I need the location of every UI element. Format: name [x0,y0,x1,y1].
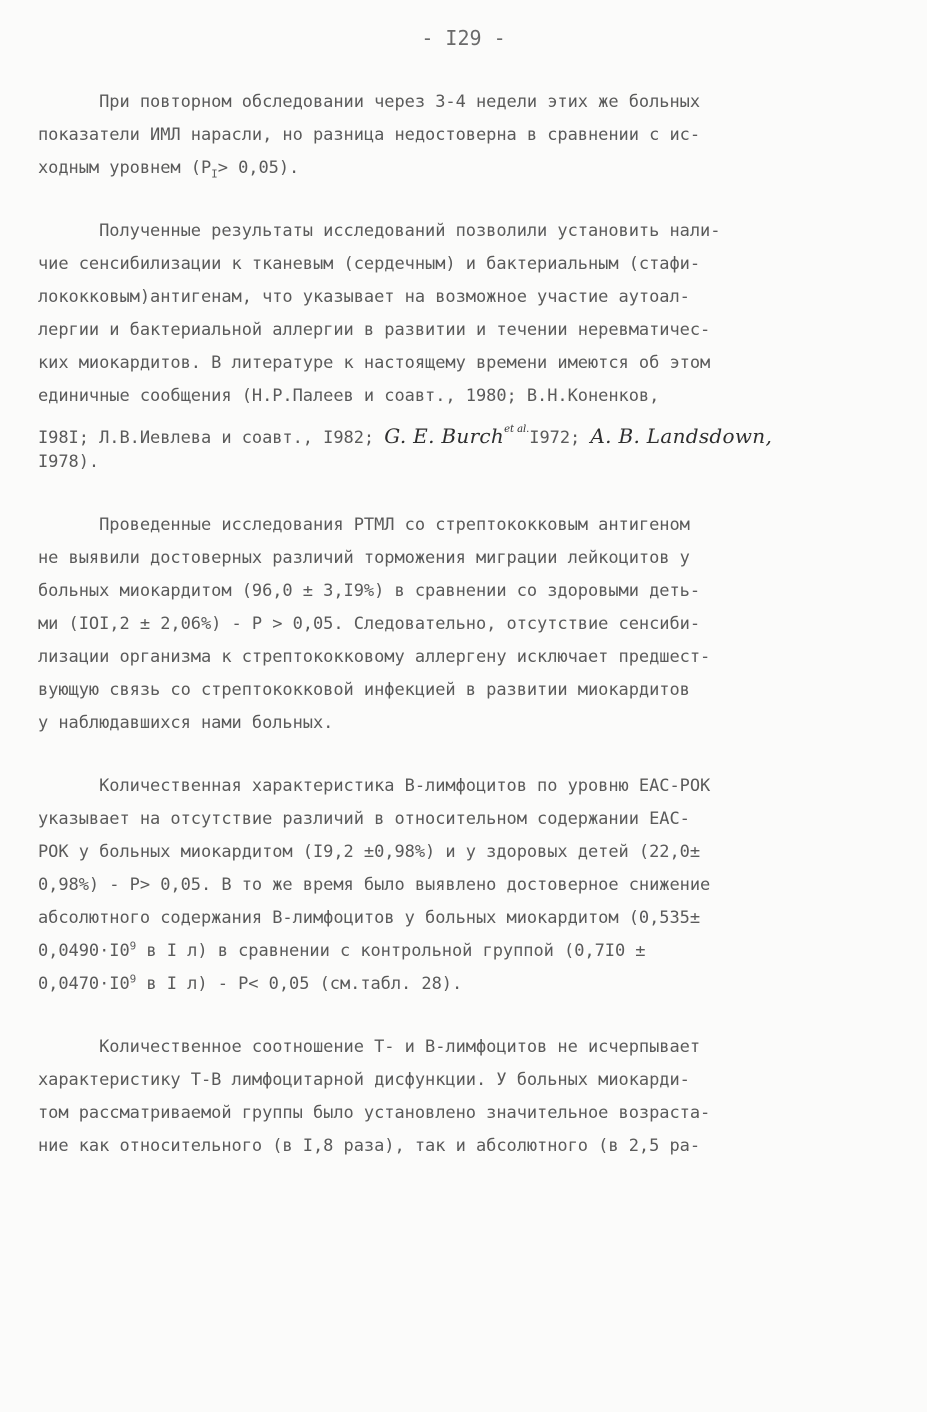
paragraph-2 [38,215,893,479]
superscript: 9 [129,939,137,953]
text-line: лококковым)антигенам, что указывает на возможное участие аутоал- [38,287,690,307]
text-line: указывает на отсутствие различий в относительном содержании ЕАС- [38,809,690,829]
handwritten-citation-landsdown: A. B. Landsdown, [590,424,773,448]
text-line: Количественное соотношение Т- и В-лимфоцитов не исчерпывает [38,1037,701,1057]
text-line: больных миокардитом (96,0 ± 3,I9%) в сравнении со здоровыми деть- [38,581,701,601]
text-line: 0,98%) - Р> 0,05. В то же время было выявлено достоверное снижение [38,875,711,895]
text-line: ние как относительного (в I,8 раза), так и абсолютного (в 2,5 ра- [38,1136,701,1156]
text-line: При повторном обследовании через 3-4 недели этих же больных [38,92,701,112]
paragraph-1 [38,86,893,185]
text-fragment: в I л) - Р< 0,05 (см.табл. 28). [136,974,463,994]
text-line: РОК у больных миокардитом (I9,2 ±0,98%) и у здоровых детей (22,0± [38,842,701,862]
text-line: лизации организма к стрептококковому аллергену исключает предшест- [38,647,711,667]
text-line [38,968,893,1001]
text-fragment: 0,0490·I0 [38,941,130,961]
text-fragment: в I л) в сравнении с контрольной группой (0,7I0 ± [136,941,646,961]
text-fragment: I972; [529,428,591,448]
text-line [38,413,893,446]
text-line: вующую связь со стрептококковой инфекцией в развитии миокардитов [38,680,690,700]
text-line: чие сенсибилизации к тканевым (сердечным) и бактериальным (стафи- [38,254,701,274]
text-line: не выявили достоверных различий торможения миграции лейкоцитов у [38,548,690,568]
text-line: лергии и бактериальной аллергии в развитии и течении неревматичес- [38,320,711,340]
text-line: абсолютного содержания В-лимфоцитов у больных миокардитом (0,535± [38,908,701,928]
text-line: Проведенные исследования РТМЛ со стрептококковым антигеном [38,515,690,535]
text-line: у наблюдавшихся нами больных. [38,713,334,733]
superscript: 9 [129,972,137,986]
text-line: ми (IOI,2 ± 2,06%) - Р > 0,05. Следовательно, отсутствие сенсиби- [38,614,701,634]
body-text [38,86,893,1163]
handwritten-citation-burch: G. E. Burch [384,424,505,448]
subscript: I [211,167,218,181]
text-line: Полученные результаты исследований позволили установить нали- [38,221,721,241]
handwritten-et-al: et al. [504,424,530,435]
text-fragment: ходным уровнем (Р [38,158,212,178]
text-line: характеристику Т-В лимфоцитарной дисфункции. У больных миокарди- [38,1070,690,1090]
paragraph-4 [38,770,893,1001]
text-line: единичные сообщения (Н.Р.Палеев и соавт., 1980; В.Н.Коненков, [38,386,660,406]
paragraph-5 [38,1031,893,1163]
paragraph-3 [38,509,893,740]
text-line: Количественная характеристика В-лимфоцитов по уровню ЕАС-РОК [38,776,711,796]
text-line [38,152,893,185]
page-number: - I29 - [421,26,506,50]
text-line: показатели ИМЛ нарасли, но разница недостоверна в сравнении с ис- [38,125,701,145]
text-line: I978). [38,452,100,472]
text-line [38,935,893,968]
text-fragment: > 0,05). [217,158,300,178]
text-line: том рассматриваемой группы было установлено значительное возраста- [38,1103,711,1123]
text-fragment: 0,0470·I0 [38,974,130,994]
text-fragment: I98I; Л.В.Иевлева и соавт., I982; [38,428,385,448]
text-line: ких миокардитов. В литературе к настоящему времени имеются об этом [38,353,711,373]
